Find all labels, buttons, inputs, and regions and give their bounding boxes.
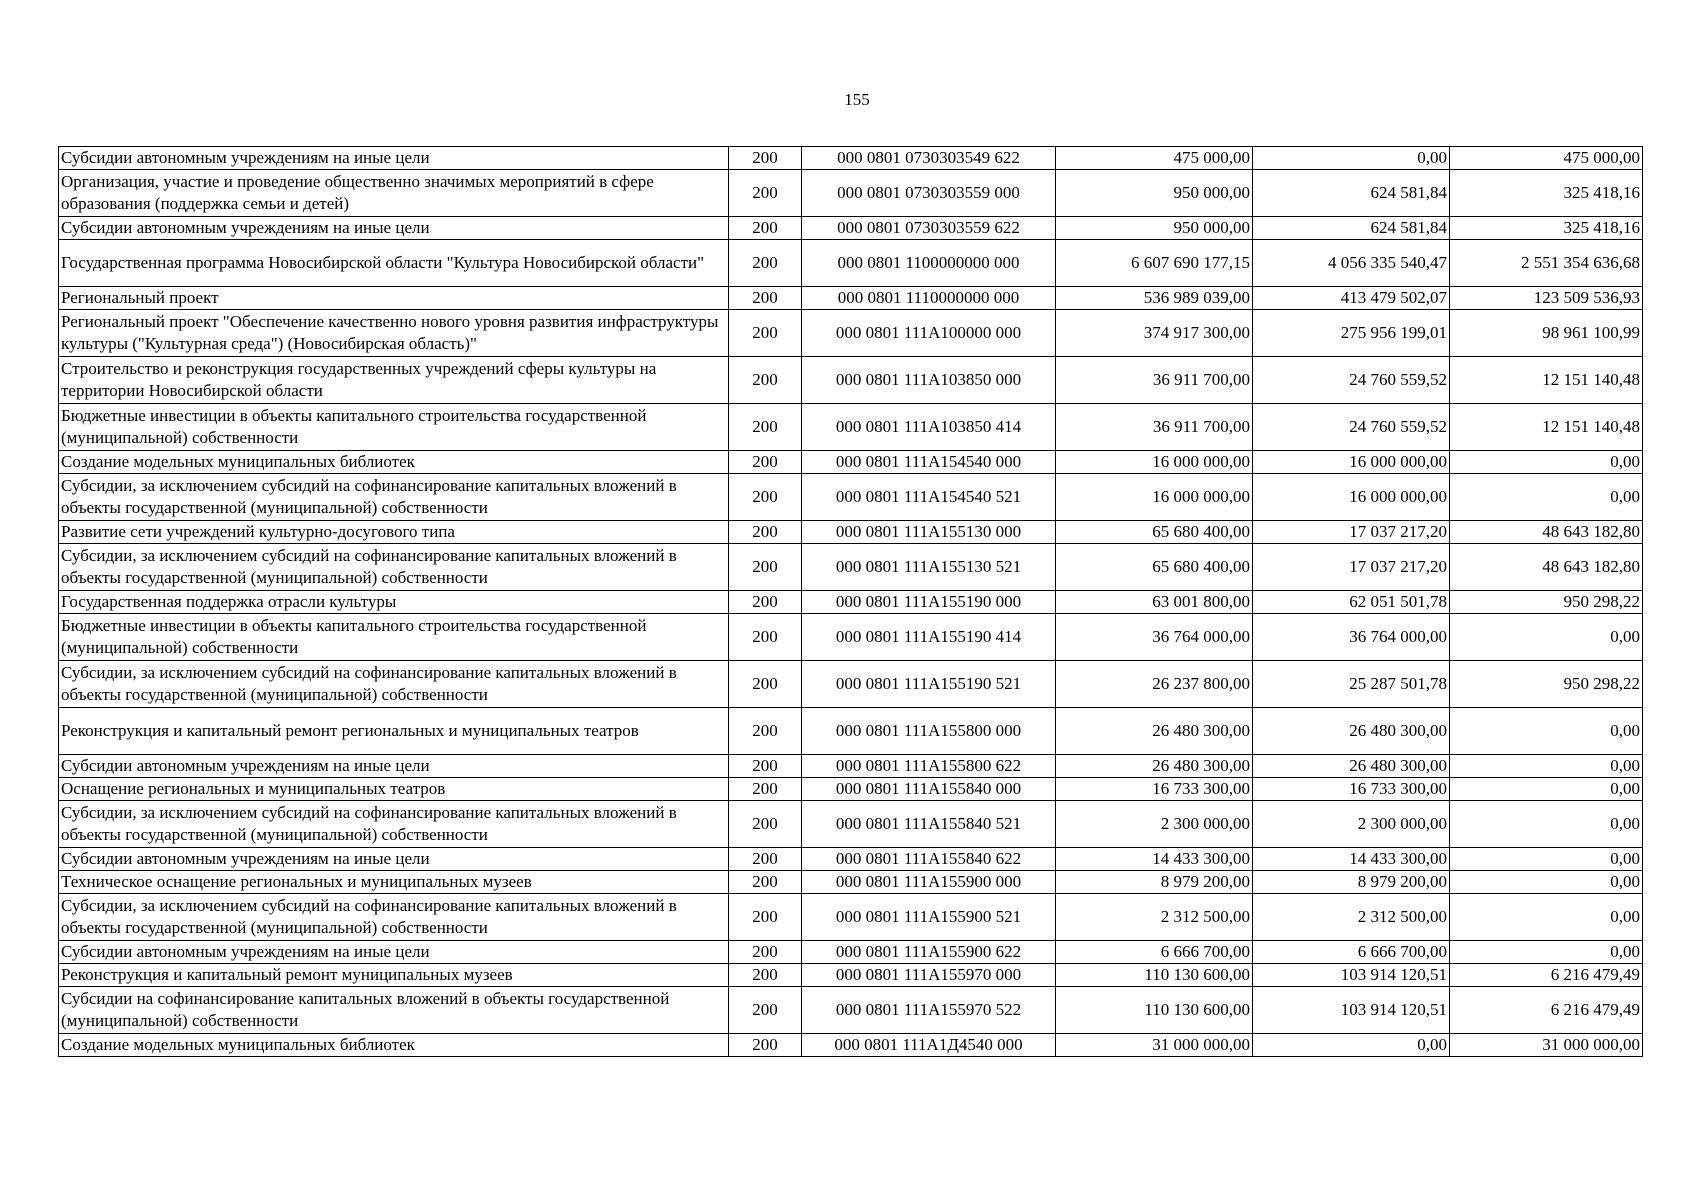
row-code-cell: 200: [729, 240, 802, 287]
row-name-cell: Развитие сети учреждений культурно-досугового типа: [59, 521, 729, 544]
row-remaining-cell: 0,00: [1450, 941, 1643, 964]
row-executed-cell: 24 760 559,52: [1253, 357, 1450, 404]
table-row: [59, 1034, 1643, 1057]
table-row: [59, 217, 1643, 240]
row-planned-cell: 65 680 400,00: [1056, 544, 1253, 591]
row-code-cell: 200: [729, 404, 802, 451]
row-planned-cell: 26 237 800,00: [1056, 661, 1253, 708]
row-classification-cell: 000 0801 111A155130 000: [802, 521, 1056, 544]
row-name-cell: Оснащение региональных и муниципальных театров: [59, 778, 729, 801]
row-classification-cell: 000 0801 111A155190 414: [802, 614, 1056, 661]
row-classification-cell: 000 0801 111A100000 000: [802, 310, 1056, 357]
row-code-cell: 200: [729, 801, 802, 848]
row-remaining-cell: 48 643 182,80: [1450, 521, 1643, 544]
row-executed-cell: 6 666 700,00: [1253, 941, 1450, 964]
row-planned-cell: 2 312 500,00: [1056, 894, 1253, 941]
table-row: [59, 170, 1643, 217]
row-remaining-cell: 950 298,22: [1450, 661, 1643, 708]
page-number: 155: [844, 90, 870, 109]
table-row: [59, 941, 1643, 964]
row-code-cell: 200: [729, 614, 802, 661]
row-executed-cell: 0,00: [1253, 147, 1450, 170]
row-classification-cell: 000 0801 111A155970 522: [802, 987, 1056, 1034]
row-executed-cell: 36 764 000,00: [1253, 614, 1450, 661]
row-planned-cell: 950 000,00: [1056, 217, 1253, 240]
row-name-cell: Создание модельных муниципальных библиотек: [59, 1034, 729, 1057]
row-classification-cell: 000 0801 111A154540 000: [802, 451, 1056, 474]
row-classification-cell: 000 0801 111A103850 000: [802, 357, 1056, 404]
table-row: [59, 404, 1643, 451]
row-planned-cell: 65 680 400,00: [1056, 521, 1253, 544]
row-code-cell: 200: [729, 287, 802, 310]
row-planned-cell: 36 911 700,00: [1056, 404, 1253, 451]
row-code-cell: 200: [729, 778, 802, 801]
row-code-cell: 200: [729, 474, 802, 521]
row-planned-cell: 31 000 000,00: [1056, 1034, 1253, 1057]
row-planned-cell: 36 764 000,00: [1056, 614, 1253, 661]
row-remaining-cell: 12 151 140,48: [1450, 404, 1643, 451]
table-row: [59, 755, 1643, 778]
row-executed-cell: 14 433 300,00: [1253, 848, 1450, 871]
row-remaining-cell: 12 151 140,48: [1450, 357, 1643, 404]
row-name-cell: Государственная поддержка отрасли культуры: [59, 591, 729, 614]
row-remaining-cell: 475 000,00: [1450, 147, 1643, 170]
row-classification-cell: 000 0801 111A155840 622: [802, 848, 1056, 871]
row-name-cell: Бюджетные инвестиции в объекты капитального строительства государственной (муниципальной) собственности: [59, 404, 729, 451]
table-row: [59, 521, 1643, 544]
row-classification-cell: 000 0801 111A155970 000: [802, 964, 1056, 987]
row-remaining-cell: 950 298,22: [1450, 591, 1643, 614]
table-row: [59, 310, 1643, 357]
row-name-cell: Региональный проект: [59, 287, 729, 310]
row-code-cell: 200: [729, 987, 802, 1034]
row-classification-cell: 000 0801 111A155190 521: [802, 661, 1056, 708]
row-name-cell: Строительство и реконструкция государственных учреждений сферы культуры на территории Новосибирской области: [59, 357, 729, 404]
row-planned-cell: 536 989 039,00: [1056, 287, 1253, 310]
row-classification-cell: 000 0801 111A155130 521: [802, 544, 1056, 591]
table-row: [59, 964, 1643, 987]
table-row: [59, 894, 1643, 941]
table-row: [59, 614, 1643, 661]
row-code-cell: 200: [729, 1034, 802, 1057]
row-planned-cell: 63 001 800,00: [1056, 591, 1253, 614]
row-planned-cell: 16 000 000,00: [1056, 474, 1253, 521]
row-planned-cell: 374 917 300,00: [1056, 310, 1253, 357]
row-remaining-cell: 0,00: [1450, 708, 1643, 755]
row-name-cell: Субсидии, за исключением субсидий на софинансирование капитальных вложений в объекты государственной (муниципальной) собственности: [59, 474, 729, 521]
row-planned-cell: 26 480 300,00: [1056, 755, 1253, 778]
row-executed-cell: 2 300 000,00: [1253, 801, 1450, 848]
row-classification-cell: 000 0801 111A1Д4540 000: [802, 1034, 1056, 1057]
row-classification-cell: 000 0801 111A155840 521: [802, 801, 1056, 848]
row-executed-cell: 26 480 300,00: [1253, 708, 1450, 755]
row-name-cell: Реконструкция и капитальный ремонт муниципальных музеев: [59, 964, 729, 987]
row-name-cell: Субсидии, за исключением субсидий на софинансирование капитальных вложений в объекты государственной (муниципальной) собственности: [59, 661, 729, 708]
row-remaining-cell: 6 216 479,49: [1450, 987, 1643, 1034]
row-code-cell: 200: [729, 591, 802, 614]
row-code-cell: 200: [729, 544, 802, 591]
row-executed-cell: 103 914 120,51: [1253, 987, 1450, 1034]
row-code-cell: 200: [729, 941, 802, 964]
row-name-cell: Организация, участие и проведение общественно значимых мероприятий в сфере образования (поддержка семьи и детей): [59, 170, 729, 217]
table-row: [59, 591, 1643, 614]
row-code-cell: 200: [729, 170, 802, 217]
row-executed-cell: 26 480 300,00: [1253, 755, 1450, 778]
row-code-cell: 200: [729, 451, 802, 474]
row-remaining-cell: 0,00: [1450, 848, 1643, 871]
row-classification-cell: 000 0801 111A103850 414: [802, 404, 1056, 451]
table-row: [59, 871, 1643, 894]
table-row: [59, 451, 1643, 474]
table-row: [59, 544, 1643, 591]
row-name-cell: Субсидии автономным учреждениям на иные цели: [59, 147, 729, 170]
row-classification-cell: 000 0801 111A154540 521: [802, 474, 1056, 521]
row-planned-cell: 16 000 000,00: [1056, 451, 1253, 474]
row-executed-cell: 0,00: [1253, 1034, 1450, 1057]
row-planned-cell: 6 666 700,00: [1056, 941, 1253, 964]
row-name-cell: Субсидии автономным учреждениям на иные цели: [59, 941, 729, 964]
table-row: [59, 287, 1643, 310]
table-row: [59, 801, 1643, 848]
row-code-cell: 200: [729, 521, 802, 544]
row-remaining-cell: 325 418,16: [1450, 217, 1643, 240]
row-classification-cell: 000 0801 111A155900 000: [802, 871, 1056, 894]
row-planned-cell: 2 300 000,00: [1056, 801, 1253, 848]
row-planned-cell: 6 607 690 177,15: [1056, 240, 1253, 287]
row-classification-cell: 000 0801 111A155190 000: [802, 591, 1056, 614]
row-executed-cell: 16 000 000,00: [1253, 474, 1450, 521]
row-planned-cell: 475 000,00: [1056, 147, 1253, 170]
row-code-cell: 200: [729, 310, 802, 357]
row-remaining-cell: 0,00: [1450, 871, 1643, 894]
row-remaining-cell: 48 643 182,80: [1450, 544, 1643, 591]
row-remaining-cell: 31 000 000,00: [1450, 1034, 1643, 1057]
row-planned-cell: 8 979 200,00: [1056, 871, 1253, 894]
row-planned-cell: 26 480 300,00: [1056, 708, 1253, 755]
row-code-cell: 200: [729, 217, 802, 240]
row-code-cell: 200: [729, 357, 802, 404]
row-planned-cell: 16 733 300,00: [1056, 778, 1253, 801]
row-executed-cell: 4 056 335 540,47: [1253, 240, 1450, 287]
row-name-cell: Субсидии, за исключением субсидий на софинансирование капитальных вложений в объекты государственной (муниципальной) собственности: [59, 544, 729, 591]
row-remaining-cell: 0,00: [1450, 755, 1643, 778]
row-planned-cell: 36 911 700,00: [1056, 357, 1253, 404]
row-executed-cell: 16 733 300,00: [1253, 778, 1450, 801]
row-code-cell: 200: [729, 708, 802, 755]
row-executed-cell: 8 979 200,00: [1253, 871, 1450, 894]
row-name-cell: Субсидии автономным учреждениям на иные цели: [59, 755, 729, 778]
row-classification-cell: 000 0801 111A155840 000: [802, 778, 1056, 801]
row-remaining-cell: 0,00: [1450, 474, 1643, 521]
row-executed-cell: 17 037 217,20: [1253, 521, 1450, 544]
table-row: [59, 708, 1643, 755]
row-name-cell: Субсидии автономным учреждениям на иные цели: [59, 217, 729, 240]
row-name-cell: Субсидии автономным учреждениям на иные цели: [59, 848, 729, 871]
table-row: [59, 661, 1643, 708]
row-code-cell: 200: [729, 147, 802, 170]
table-body: [59, 147, 1643, 1057]
row-executed-cell: 17 037 217,20: [1253, 544, 1450, 591]
row-remaining-cell: 0,00: [1450, 801, 1643, 848]
row-planned-cell: 950 000,00: [1056, 170, 1253, 217]
table-row: [59, 987, 1643, 1034]
row-code-cell: 200: [729, 661, 802, 708]
row-executed-cell: 624 581,84: [1253, 170, 1450, 217]
table-row: [59, 147, 1643, 170]
row-executed-cell: 413 479 502,07: [1253, 287, 1450, 310]
row-remaining-cell: 98 961 100,99: [1450, 310, 1643, 357]
row-name-cell: Создание модельных муниципальных библиотек: [59, 451, 729, 474]
row-name-cell: Региональный проект "Обеспечение качественно нового уровня развития инфраструктуры культуры ("Культурная среда") (Новосибирская область)": [59, 310, 729, 357]
row-classification-cell: 000 0801 111A155800 622: [802, 755, 1056, 778]
row-name-cell: Субсидии, за исключением субсидий на софинансирование капитальных вложений в объекты государственной (муниципальной) собственности: [59, 894, 729, 941]
table-row: [59, 240, 1643, 287]
budget-execution-table: [58, 146, 1643, 1057]
row-name-cell: Субсидии на софинансирование капитальных вложений в объекты государственной (муниципальной) собственности: [59, 987, 729, 1034]
row-name-cell: Реконструкция и капитальный ремонт региональных и муниципальных театров: [59, 708, 729, 755]
row-classification-cell: 000 0801 1100000000 000: [802, 240, 1056, 287]
row-classification-cell: 000 0801 1110000000 000: [802, 287, 1056, 310]
row-remaining-cell: 123 509 536,93: [1450, 287, 1643, 310]
row-name-cell: Государственная программа Новосибирской области "Культура Новосибирской области": [59, 240, 729, 287]
row-remaining-cell: 6 216 479,49: [1450, 964, 1643, 987]
row-name-cell: Техническое оснащение региональных и муниципальных музеев: [59, 871, 729, 894]
row-executed-cell: 62 051 501,78: [1253, 591, 1450, 614]
row-remaining-cell: 0,00: [1450, 614, 1643, 661]
row-classification-cell: 000 0801 111A155800 000: [802, 708, 1056, 755]
row-name-cell: Субсидии, за исключением субсидий на софинансирование капитальных вложений в объекты государственной (муниципальной) собственности: [59, 801, 729, 848]
row-executed-cell: 103 914 120,51: [1253, 964, 1450, 987]
row-executed-cell: 624 581,84: [1253, 217, 1450, 240]
row-executed-cell: 25 287 501,78: [1253, 661, 1450, 708]
row-remaining-cell: 0,00: [1450, 894, 1643, 941]
row-classification-cell: 000 0801 0730303559 622: [802, 217, 1056, 240]
row-remaining-cell: 2 551 354 636,68: [1450, 240, 1643, 287]
row-planned-cell: 14 433 300,00: [1056, 848, 1253, 871]
row-code-cell: 200: [729, 871, 802, 894]
table-row: [59, 848, 1643, 871]
row-code-cell: 200: [729, 894, 802, 941]
row-executed-cell: 2 312 500,00: [1253, 894, 1450, 941]
row-remaining-cell: 0,00: [1450, 778, 1643, 801]
row-executed-cell: 24 760 559,52: [1253, 404, 1450, 451]
row-executed-cell: 16 000 000,00: [1253, 451, 1450, 474]
table-row: [59, 357, 1643, 404]
row-remaining-cell: 325 418,16: [1450, 170, 1643, 217]
row-classification-cell: 000 0801 111A155900 521: [802, 894, 1056, 941]
row-classification-cell: 000 0801 111A155900 622: [802, 941, 1056, 964]
row-code-cell: 200: [729, 964, 802, 987]
row-remaining-cell: 0,00: [1450, 451, 1643, 474]
table-row: [59, 474, 1643, 521]
row-code-cell: 200: [729, 755, 802, 778]
row-classification-cell: 000 0801 0730303559 000: [802, 170, 1056, 217]
row-classification-cell: 000 0801 0730303549 622: [802, 147, 1056, 170]
row-planned-cell: 110 130 600,00: [1056, 987, 1253, 1034]
table-row: [59, 778, 1643, 801]
row-code-cell: 200: [729, 848, 802, 871]
row-planned-cell: 110 130 600,00: [1056, 964, 1253, 987]
row-name-cell: Бюджетные инвестиции в объекты капитального строительства государственной (муниципальной) собственности: [59, 614, 729, 661]
row-executed-cell: 275 956 199,01: [1253, 310, 1450, 357]
